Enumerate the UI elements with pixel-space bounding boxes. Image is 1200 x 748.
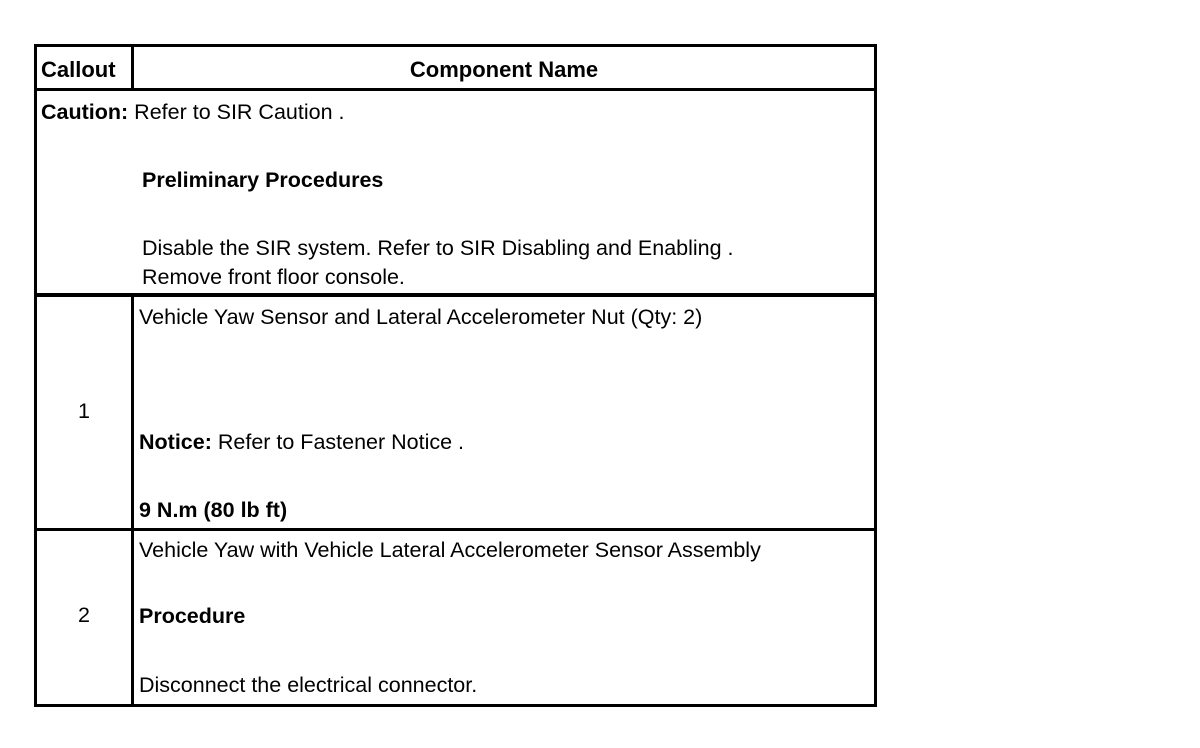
- table-header-row: [37, 47, 874, 91]
- component-name: Vehicle Yaw with Vehicle Lateral Accelerometer Sensor Assembly: [139, 538, 761, 562]
- caution-label: Caution:: [41, 100, 129, 124]
- caution-text: Refer to SIR Caution .: [134, 100, 345, 124]
- caution-line: [41, 98, 345, 126]
- table-row: [37, 297, 874, 531]
- procedure-heading: Procedure: [139, 604, 246, 628]
- notice-label: Notice:: [139, 430, 212, 454]
- header-callout: Callout: [41, 57, 116, 82]
- column-divider: [131, 297, 134, 528]
- notice-line: [139, 428, 464, 456]
- preliminary-step: Remove front floor console.: [142, 265, 405, 289]
- component-name: Vehicle Yaw Sensor and Lateral Accelerometer Nut (Qty: 2): [139, 305, 703, 329]
- callout-number: 2: [78, 603, 90, 627]
- header-component-name: Component Name: [409, 57, 599, 82]
- column-divider: [131, 531, 134, 704]
- notice-text: Refer to Fastener Notice .: [217, 430, 465, 454]
- preliminary-step: Disable the SIR system. Refer to SIR Disabling and Enabling .: [142, 236, 734, 260]
- caution-row: [37, 91, 874, 297]
- preliminary-procedures-heading: Preliminary Procedures: [142, 168, 384, 192]
- component-table: [34, 44, 877, 707]
- torque-spec: 9 N.m (80 lb ft): [139, 498, 288, 522]
- callout-number: 1: [78, 399, 90, 423]
- table-row: [37, 531, 874, 704]
- procedure-step: Disconnect the electrical connector.: [139, 673, 478, 697]
